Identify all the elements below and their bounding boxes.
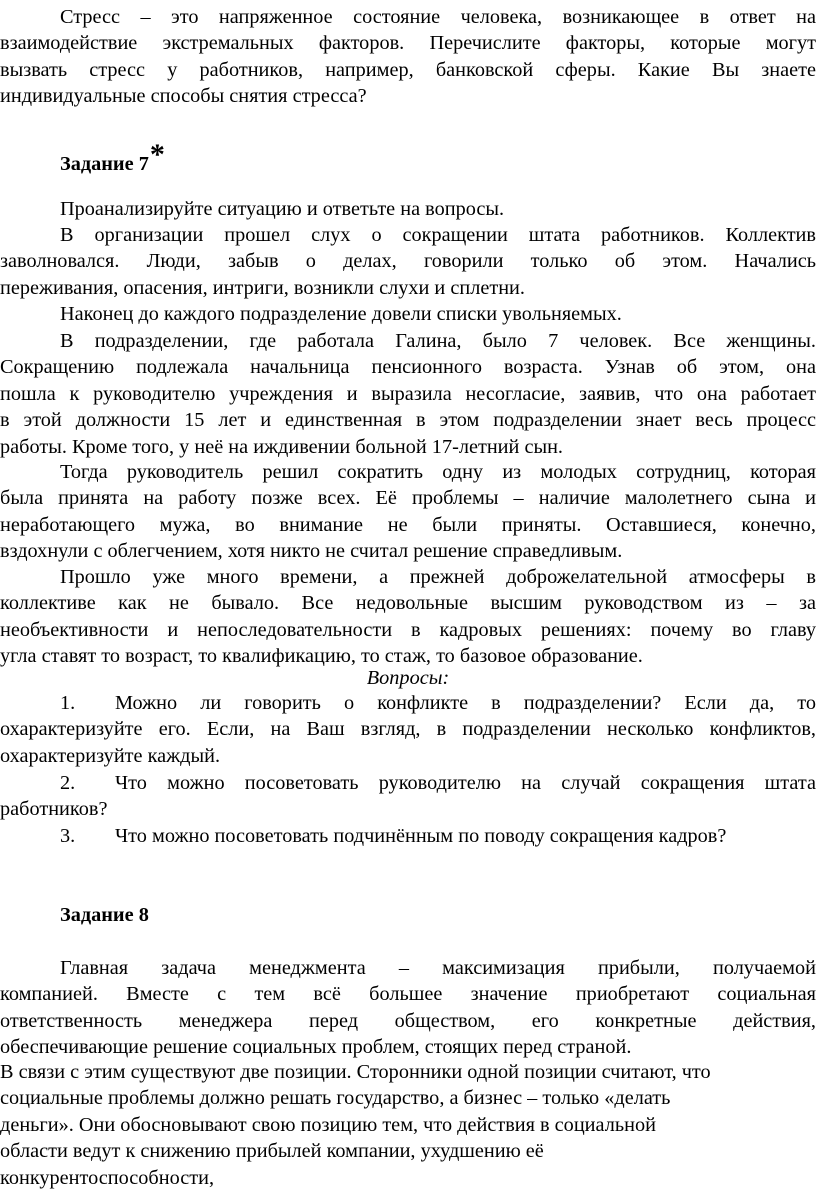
text-line: в этой должности 15 лет и единственная в этом подразделении знает весь процесс: [0, 409, 816, 432]
text-line: области ведут к снижению прибылей компании, ухудшению её: [0, 1140, 544, 1163]
text-line: неработающего мужа, во внимание не были приняты. Оставшиеся, конечно,: [0, 513, 816, 536]
text-line: работников?: [0, 798, 108, 821]
question-3: [0, 823, 816, 849]
text-line: обеспечивающие решение социальных проблем, стоящих перед страной.: [0, 1036, 632, 1059]
text-line: Главная задача менеджмента – максимизация прибыли, получаемой: [60, 957, 816, 979]
task-7-intro: Проанализируйте ситуацию и ответьте на вопросы.: [60, 198, 505, 220]
text-line: Тогда руководитель решил сократить одну из молодых сотрудниц, которая: [60, 461, 816, 483]
question-2-number: 2.: [60, 772, 76, 794]
question-1-number: 1.: [60, 692, 76, 714]
text-line: компанией. Вместе с тем всё большее значение приобретают социальная: [0, 983, 816, 1006]
decision-paragraph: [0, 459, 816, 565]
question-2-text: Что можно посоветовать руководителю на случай сокращения штата: [115, 772, 816, 794]
text-line: В организации прошел слух о сокращении штата работников. Коллектив: [60, 224, 816, 246]
text-line: конкурентоспособности,: [0, 1166, 215, 1189]
text-line: работы. Кроме того, у неё на иждивении больной 17-летний сын.: [0, 435, 564, 458]
questions-title: Вопросы:: [366, 667, 450, 689]
text-line: угла ставят то возраст, то квалификацию, то стаж, то базовое образование.: [0, 645, 643, 668]
text-line: ответственность менеджера перед обществом, его конкретные действия,: [0, 1009, 816, 1032]
text-line: была принята на работу позже всех. Её проблемы – наличие малолетнего сына и: [0, 487, 816, 510]
text-line: переживания, опасения, интриги, возникли слухи и сплетни.: [0, 276, 525, 299]
management-paragraph: [0, 955, 816, 1061]
question-1-text: Можно ли говорить о конфликте в подразделении? Если да, то: [115, 692, 816, 714]
task-7-title: Задание 7: [60, 153, 149, 175]
question-1: [0, 690, 816, 769]
galina-paragraph: [0, 328, 816, 460]
text-line: вздохнули с облегчением, хотя никто не считал решение справедливым.: [0, 540, 623, 563]
text-line: В подразделении, где работала Галина, было 7 человек. Все женщины.: [60, 330, 816, 352]
text-line: заволновался. Люди, забыв о делах, говорили только об этом. Начались: [0, 250, 816, 273]
asterisk-mark: *: [149, 138, 165, 171]
positions-paragraph: [0, 1059, 816, 1191]
text-line: пошла к руководителю учреждения и выразила несогласие, заявив, что она работает: [0, 382, 816, 405]
task-7-heading: [60, 138, 165, 178]
text-line: Стресс – это напряженное состояние человека, возникающее в ответ на: [60, 6, 816, 28]
lists-paragraph: Наконец до каждого подразделение довели списки увольняемых.: [60, 303, 622, 325]
question-3-number: 3.: [60, 825, 76, 847]
text-line: коллективе как не бывало. Все недовольные высшим руководством из – за: [0, 592, 816, 615]
text-line: деньги». Они обосновывают свою позицию тем, что действия в социальной: [0, 1113, 656, 1136]
text-line: индивидуальные способы снятия стресса?: [0, 85, 367, 108]
text-line: охарактеризуйте его. Если, на Ваш взгляд, в подразделении несколько конфликтов,: [0, 718, 816, 741]
question-2: [0, 770, 816, 823]
text-line: вызвать стресс у работников, например, банковской сферы. Какие Вы знаете: [0, 58, 816, 81]
text-line: Сокращению подлежала начальница пенсионного возраста. Узнав об этом, она: [0, 356, 816, 379]
atmosphere-paragraph: [0, 564, 816, 670]
task-8-heading: Задание 8: [60, 904, 149, 926]
text-line: Прошло уже много времени, а прежней доброжелательной атмосферы в: [60, 566, 816, 588]
rumor-paragraph: [0, 222, 816, 301]
text-line: необъективности и непоследовательности в кадровых решениях: почему во главу: [0, 618, 816, 641]
text-line: охарактеризуйте каждый.: [0, 744, 221, 767]
question-3-text: Что можно посоветовать подчинённым по поводу сокращения кадров?: [115, 825, 727, 847]
text-line: взаимодействие экстремальных факторов. Перечислите факторы, которые могут: [0, 32, 816, 55]
stress-paragraph: [0, 4, 816, 110]
text-line: социальные проблемы должно решать государство, а бизнес – только «делать: [0, 1087, 671, 1110]
text-line: В связи с этим существуют две позиции. Сторонники одной позиции считают, что: [0, 1061, 711, 1083]
